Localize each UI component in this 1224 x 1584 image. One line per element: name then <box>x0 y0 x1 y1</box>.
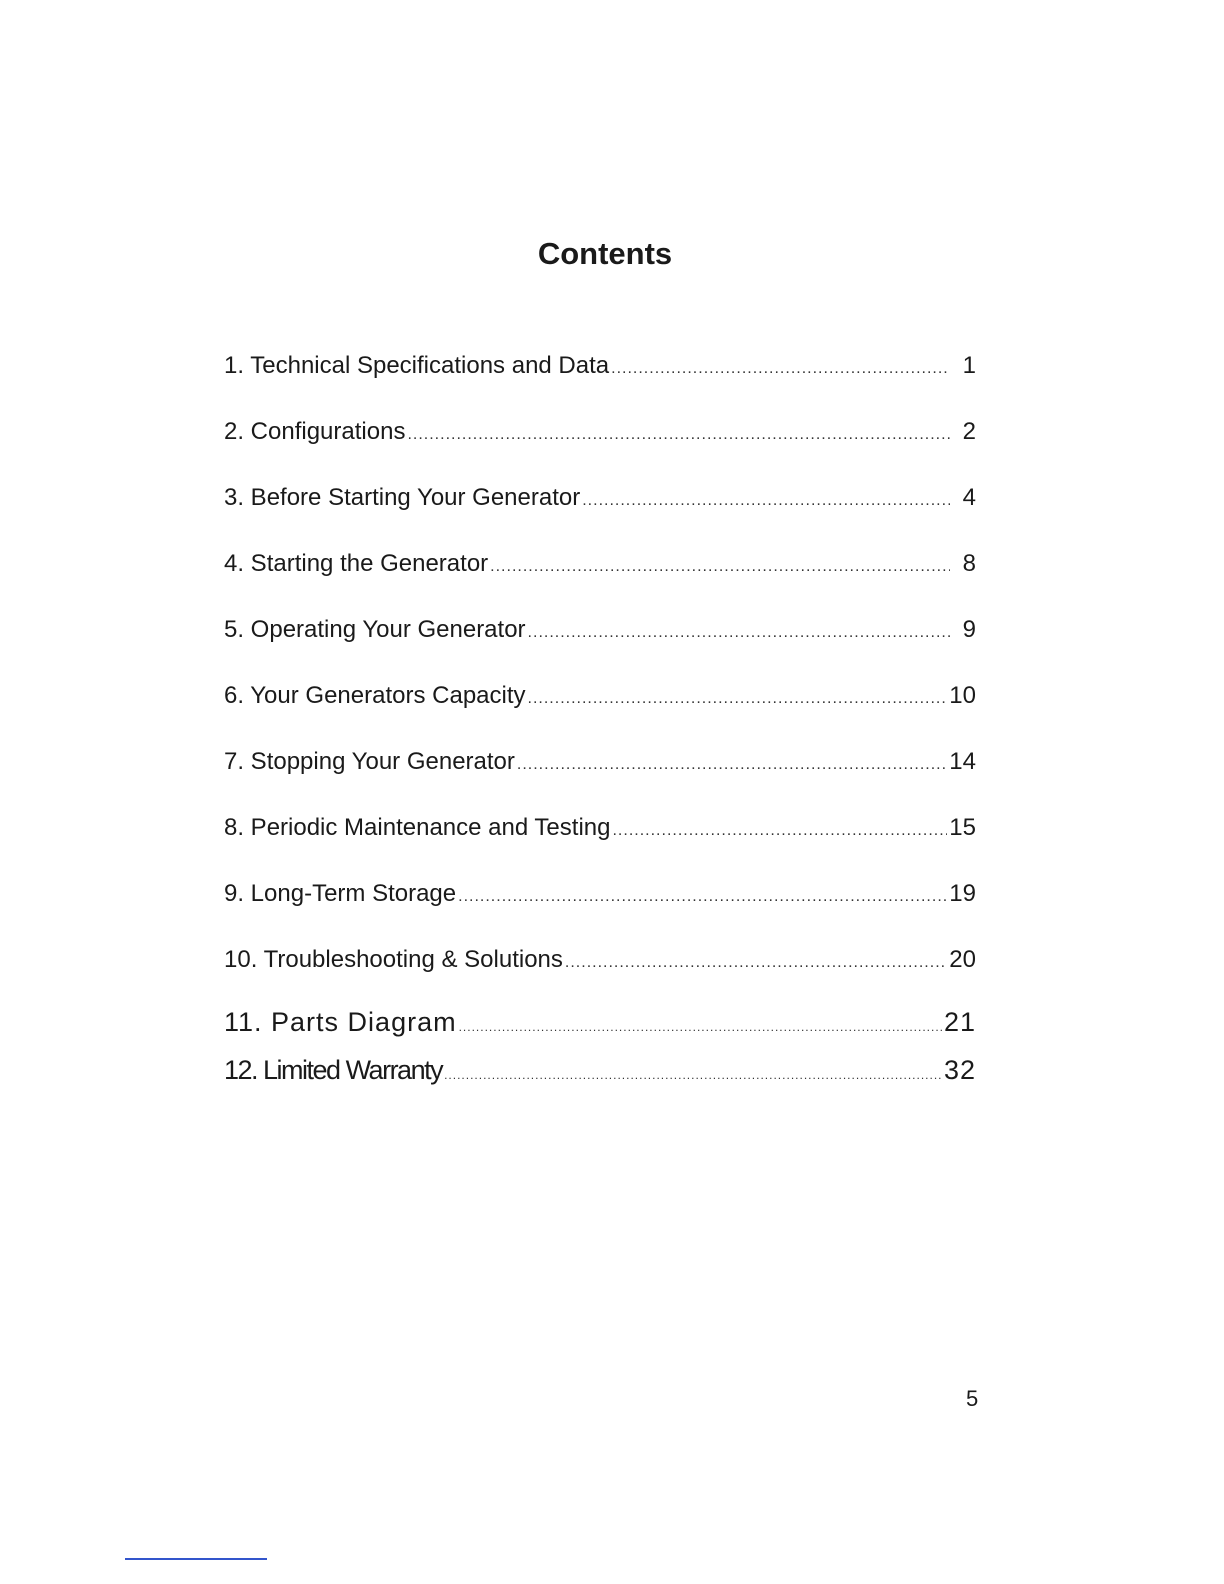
toc-entry-limited-warranty[interactable] <box>224 1054 976 1091</box>
toc-entry-before-starting[interactable] <box>224 482 976 517</box>
dot-leader <box>459 1011 942 1043</box>
toc-entry-page: 4 <box>962 484 976 511</box>
toc-entry-page: 20 <box>949 946 976 973</box>
toc-entry-label: 3. Before Starting Your Generator <box>224 484 581 511</box>
dot-leader <box>444 1059 942 1091</box>
toc-entry-page: 21 <box>943 1007 976 1037</box>
toc-entry-page: 19 <box>949 880 976 907</box>
page-number: 5 <box>966 1386 979 1411</box>
toc-entry-generators-capacity[interactable] <box>224 680 976 715</box>
toc-entry-page: 1 <box>962 352 976 379</box>
toc-entry-label: 12. Limited Warranty <box>224 1055 443 1085</box>
toc-entry-label: 4. Starting the Generator <box>224 550 489 577</box>
toc-entry-long-term-storage[interactable] <box>224 878 976 913</box>
toc-entry-label: 2. Configurations <box>224 418 406 445</box>
toc-entry-label: 9. Long-Term Storage <box>224 880 457 907</box>
toc-entry-troubleshooting[interactable] <box>224 944 976 979</box>
toc-entry-starting-generator[interactable] <box>224 548 976 583</box>
toc-entry-parts-diagram[interactable] <box>224 1006 976 1043</box>
toc-entry-page: 9 <box>962 616 976 643</box>
toc-entry-page: 10 <box>949 682 976 709</box>
dot-leader <box>528 683 948 715</box>
toc-entry-label: 1. Technical Specifications and Data <box>224 352 610 379</box>
toc-entry-label: 7. Stopping Your Generator <box>224 748 515 775</box>
dot-leader <box>582 485 950 517</box>
toc-entry-page: 2 <box>962 418 976 445</box>
toc-entry-label: 10. Troubleshooting & Solutions <box>224 946 563 973</box>
toc-entry-configurations[interactable] <box>224 416 976 451</box>
dot-leader <box>458 881 947 913</box>
dot-leader <box>517 749 947 781</box>
dot-leader <box>565 947 947 979</box>
footer-rule <box>125 1558 267 1560</box>
dot-leader <box>528 617 950 649</box>
toc-entry-label: 11. Parts Diagram <box>224 1007 457 1037</box>
toc-entry-page: 15 <box>949 814 976 841</box>
toc-entry-page: 32 <box>943 1055 976 1085</box>
toc-entry-label: 8. Periodic Maintenance and Testing <box>224 814 611 841</box>
dot-leader <box>407 419 950 451</box>
toc-entry-label: 5. Operating Your Generator <box>224 616 526 643</box>
dot-leader <box>490 551 950 583</box>
toc-entry-operating-generator[interactable] <box>224 614 976 649</box>
dot-leader <box>612 815 947 847</box>
page-title: Contents <box>537 236 673 271</box>
toc-entry-page: 14 <box>949 748 976 775</box>
toc-entry-stopping-generator[interactable] <box>224 746 976 781</box>
dot-leader <box>611 353 950 385</box>
toc-entry-periodic-maintenance[interactable] <box>224 812 976 847</box>
toc-entry-label: 6. Your Generators Capacity <box>224 682 526 709</box>
toc-entry-page: 8 <box>962 550 976 577</box>
toc-entry-technical-specifications[interactable] <box>224 350 976 385</box>
